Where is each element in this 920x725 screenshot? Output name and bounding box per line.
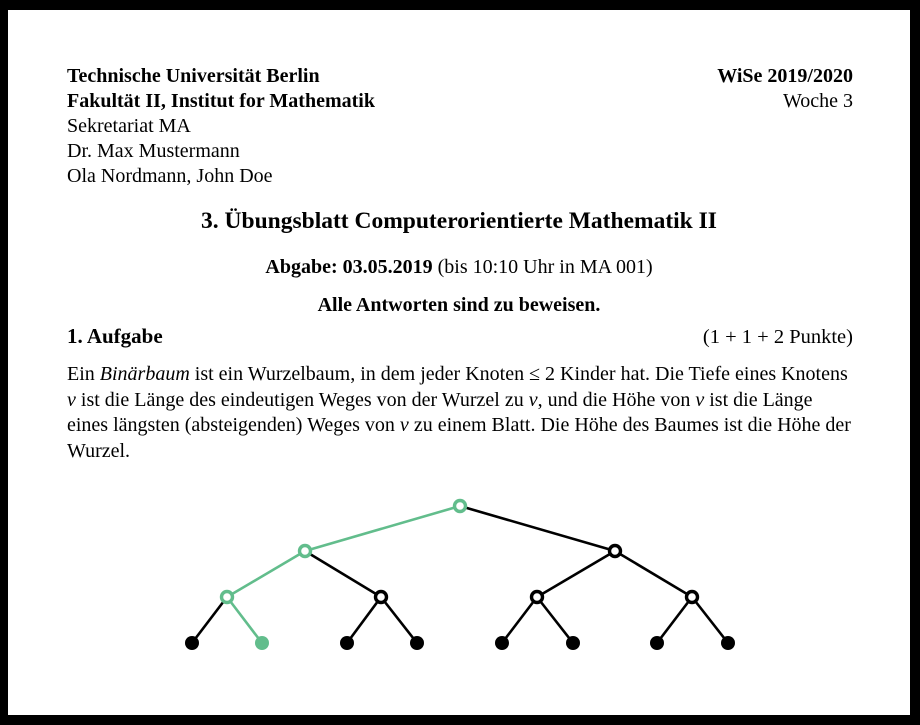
text-line: Dr. Max Mustermann xyxy=(67,140,240,162)
tree-edge-n11-n22 xyxy=(537,551,615,597)
tree-node-root xyxy=(455,501,466,512)
tree-edge-n20-l0 xyxy=(192,597,227,643)
tree-node-l4 xyxy=(495,636,509,650)
text-segment: , und die Höhe von xyxy=(537,388,696,411)
tree-node-n10 xyxy=(300,546,311,557)
exercise-points-label: (1 + 1 + 2 Punkte) xyxy=(702,326,853,348)
text-segment: ist ein Wurzelbaum, in dem jeder Knoten ≤ 2 Kinder hat. Die Tiefe eines Knotens xyxy=(189,363,848,385)
tree-edge-root-n11 xyxy=(460,506,615,551)
text-line: Ola Nordmann, John Doe xyxy=(67,165,273,187)
math-variable: v xyxy=(67,388,76,411)
math-variable: v xyxy=(695,388,705,411)
math-variable: v xyxy=(399,414,409,436)
tree-edge-n20-l1 xyxy=(227,597,262,643)
text-line: Woche 3 xyxy=(782,90,853,112)
tree-node-l2 xyxy=(340,636,354,650)
tree-node-l6 xyxy=(650,636,664,650)
tree-edge-n11-n23 xyxy=(615,551,692,597)
document-page xyxy=(8,10,910,715)
submission-deadline-line xyxy=(8,256,910,279)
tree-node-n22 xyxy=(532,592,543,603)
text-segment: Abgabe: 03.05.2019 xyxy=(265,256,433,278)
binary-tree-diagram xyxy=(8,480,910,690)
text-line: WiSe 2019/2020 xyxy=(717,65,853,87)
text-line: Fakultät II, Institut for Mathematik xyxy=(67,90,375,112)
math-variable: v xyxy=(528,388,538,411)
text-segment: zu einem Blatt. Die Höhe des Baumes ist die Höhe der Wurzel. xyxy=(67,414,851,462)
tree-node-n20 xyxy=(222,592,233,603)
tree-edge-root-n10 xyxy=(305,506,460,551)
tree-node-n23 xyxy=(687,592,698,603)
tree-edge-n10-n21 xyxy=(305,551,381,597)
text-segment: Ein xyxy=(67,363,100,385)
tree-edge-n22-l4 xyxy=(502,597,537,643)
text-segment: (bis 10:10 Uhr in MA 001) xyxy=(432,256,653,278)
text-segment: ist die Länge eines längsten (absteigenden) Weges von xyxy=(67,388,813,436)
tree-node-l0 xyxy=(185,636,199,650)
tree-edge-n23-l7 xyxy=(692,597,728,643)
tree-edge-n21-l2 xyxy=(347,597,381,643)
exercise-number-label: 1. Aufgabe xyxy=(67,324,163,348)
header-semester-block xyxy=(717,64,853,114)
exercise-heading-row xyxy=(67,324,853,349)
header-institution-block xyxy=(67,64,375,189)
tree-node-n21 xyxy=(376,592,387,603)
tree-node-l3 xyxy=(410,636,424,650)
text-line: Technische Universität Berlin xyxy=(67,65,320,87)
tree-edge-n22-l5 xyxy=(537,597,573,643)
text-line: Sekretariat MA xyxy=(67,115,191,137)
tree-node-l7 xyxy=(721,636,735,650)
proof-notice: Alle Antworten sind zu beweisen. xyxy=(317,294,601,316)
tree-edge-n21-l3 xyxy=(381,597,417,643)
tree-node-l1 xyxy=(255,636,269,650)
text-segment: ist die Länge des eindeutigen Weges von der Wurzel zu xyxy=(75,388,529,411)
tree-node-n11 xyxy=(610,546,621,557)
tree-node-l5 xyxy=(566,636,580,650)
exercise-body-paragraph xyxy=(67,362,858,464)
math-variable: Binärbaum xyxy=(99,363,190,385)
tree-edge-n10-n20 xyxy=(227,551,305,597)
page-title: 3. Übungsblatt Computerorientierte Mathematik II xyxy=(201,208,717,234)
tree-edge-n23-l6 xyxy=(657,597,692,643)
